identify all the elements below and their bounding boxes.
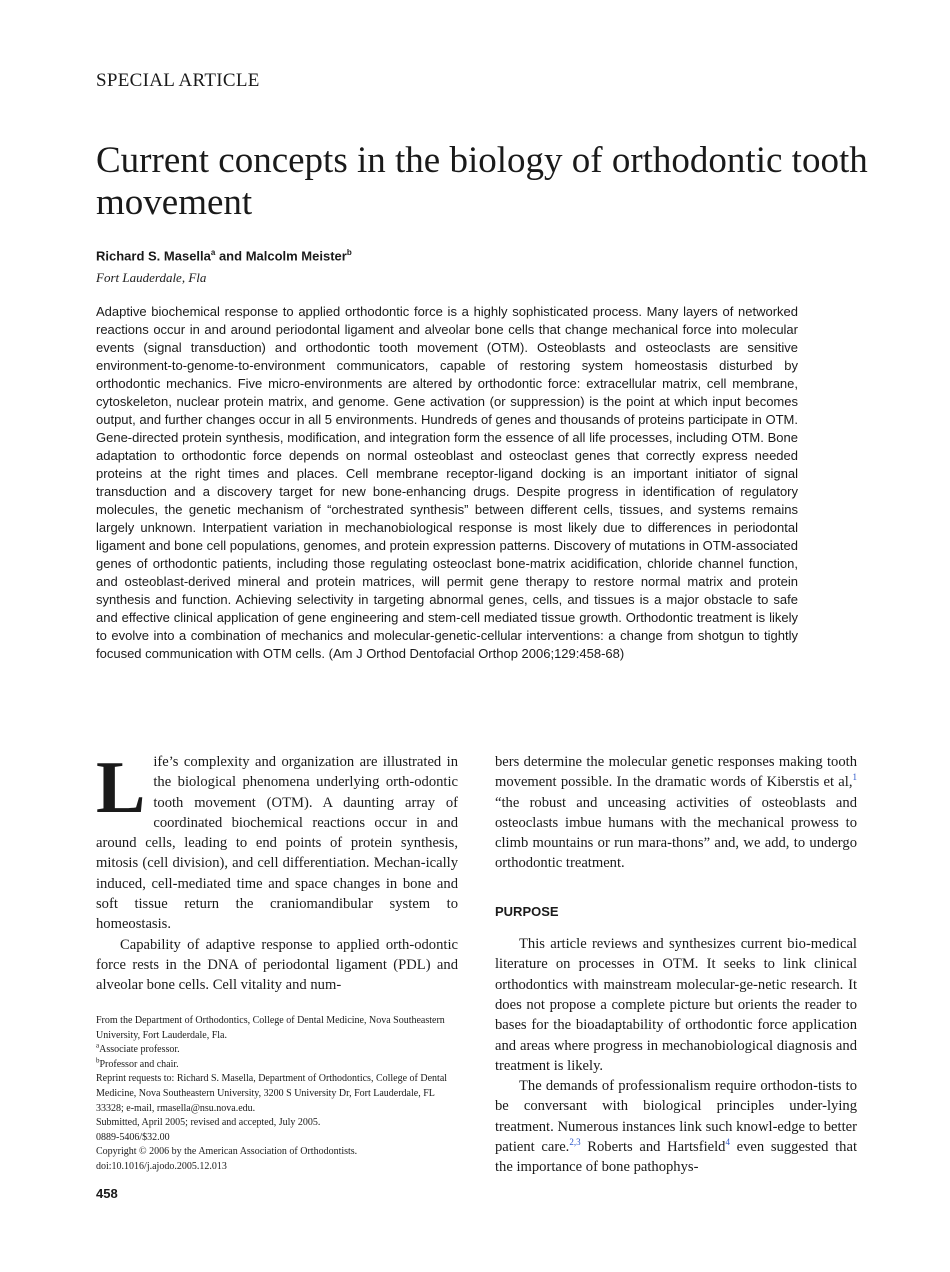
footnote-reprint: Reprint requests to: Richard S. Masella, Department of Orthodontics, College of Dental Medicine, Nova Southeastern University, 3200 S University Dr, Fort Lauderdale, FL 33328; e-mail, rmasella@nsu.nova.edu. (96, 1073, 448, 1114)
footnote-doi[interactable]: doi:10.1016/j.ajodo.2005.12.013 (96, 1160, 227, 1172)
footnote-department: From the Department of Orthodontics, College of Dental Medicine, Nova Southeastern University, Fort Lauderdale, Fla. (96, 1015, 445, 1041)
body-paragraph: Life’s complexity and organization are illustrated in the biological phenomena underlying orth-odontic tooth movement (OTM). A daunting array of coordinated biochemical reactions occur in and around cells, leading to end points of protein synthesis, mitosis (cell division), and cell differentiation. Mechan-ically induced, cell-mediated time and space changes in bone and soft tissue return the craniomandibular system to homeostasis. (96, 747, 458, 933)
footnote-price: 0889-5406/$32.00 (96, 1131, 170, 1143)
footnote-affiliation-a: $^a$Associate professor. (96, 1041, 180, 1056)
page-number: 458 (96, 1186, 118, 1201)
body-column-right (495, 752, 857, 1178)
footnote-submitted: Submitted, April 2005; revised and accepted, July 2005. (96, 1117, 321, 1129)
author-name: Malcolm Meister (245, 248, 347, 264)
body-paragraph: bers determine the molecular genetic responses making tooth movement possible. In the dramatic words of Kiberstis et al,$^1$ “the robust and unceasing activities of osteoblasts and osteoclasts imbue humans with the mechanical prowess to climb mountains or run mara-thons” and, we add, to undergo orthodontic treatment. (495, 754, 857, 872)
footnotes (96, 1014, 458, 1175)
body-paragraph: Capability of adaptive response to applied orth-odontic force rests in the DNA of periodontal ligament (PDL) and alveolar bone cells. Cell vitality and num- (96, 936, 458, 994)
drop-cap: L (96, 747, 146, 829)
affiliation-marker: b (346, 248, 352, 257)
body-column-left (96, 747, 458, 996)
footnote-affiliation-b: $^b$Professor and chair. (96, 1056, 179, 1070)
author-conjunction: and (215, 248, 246, 264)
section-label: SPECIAL ARTICLE (96, 70, 260, 91)
citation-link[interactable]: 4 (725, 1137, 730, 1148)
body-paragraph: This article reviews and synthesizes current bio-medical literature on processes in OTM. It seeks to link clinical orthodontics with mainstream molecular-ge-netic research. It does not propose a complete picture but orients the reader to bases for the bioadaptability of orthodontic force application and areas where progress in mechanobiological diagnosis and treatment is likely. (495, 936, 857, 1074)
author-line (96, 248, 352, 263)
affiliation-marker: a (210, 248, 216, 257)
body-paragraph: The demands of professionalism require orthodon-tists to be conversant with biological principles under-lying treatment. Numerous instances link such knowl-edge to better patient care.$^{2,3}$ Roberts and Hartsfield$^4$ even suggested that the importance of bone pathophys- (495, 1078, 857, 1176)
citation-link[interactable]: 2,3 (569, 1137, 581, 1148)
footnote-copyright: Copyright © 2006 by the American Association of Orthodontists. (96, 1146, 358, 1158)
section-heading: PURPOSE (495, 903, 559, 919)
abstract: Adaptive biochemical response to applied orthodontic force is a highly sophisticated process. Many layers of networked reactions occur in and around periodontal ligament and alveolar bone cells that change mechanical force into molecular events (signal transduction) and orthodontic tooth movement (OTM). Osteoblasts and osteoclasts are sensitive environment-to-genome-to-environment communicators, capable of restoring system homeostasis disturbed by orthodontic mechanics. Five micro-environments are altered by orthodontic force: extracellular matrix, cell membrane, cytoskeleton, nuclear protein matrix, and genome. Gene activation (or suppression) is the point at which input becomes output, and further changes occur in all 5 environments. Hundreds of genes and thousands of proteins participate in OTM. Gene-directed protein synthesis, modification, and integration form the essence of all life processes, including OTM. Bone adaptation to orthodontic force depends on normal osteoblast and osteoclast genes that correctly express needed proteins at the right times and places. Cell membrane receptor-ligand docking is an important initiator of signal transduction and a discovery target for new bone-enhancing drugs. Despite progress in identification of regulatory molecules, the genetic mechanism of “orchestrated synthesis” between different cells, tissues, and systems remains largely unknown. Interpatient variation in mechanobiological response is most likely due to differences in periodontal ligament and bone cell populations, genomes, and protein expression patterns. Discovery of mutations in OTM-associated genes of orthodontic patients, including those regulating osteoclast bone-matrix acidification, chloride channel function, and osteoblast-derived mineral and protein matrices, will permit gene therapy to restore normal matrix and protein synthesis and function. Achieving selectivity in targeting abnormal genes, cells, and tissues is a major obstacle to safe and effective clinical application of gene engineering and stem-cell mediated tissue growth. Orthodontic treatment is likely to evolve into a combination of mechanics and molecular-genetic-cellular interventions: a change from shotgun to tightly focused communication with OTM cells. (Am J Orthod Dentofacial Orthop 2006;129:458-68) (96, 304, 798, 661)
author-name: Richard S. Masella (96, 248, 211, 264)
citation-link[interactable]: 1 (852, 772, 857, 783)
author-location: Fort Lauderdale, Fla (96, 270, 207, 285)
article-title: Current concepts in the biology of orthodontic tooth movement (96, 140, 868, 223)
